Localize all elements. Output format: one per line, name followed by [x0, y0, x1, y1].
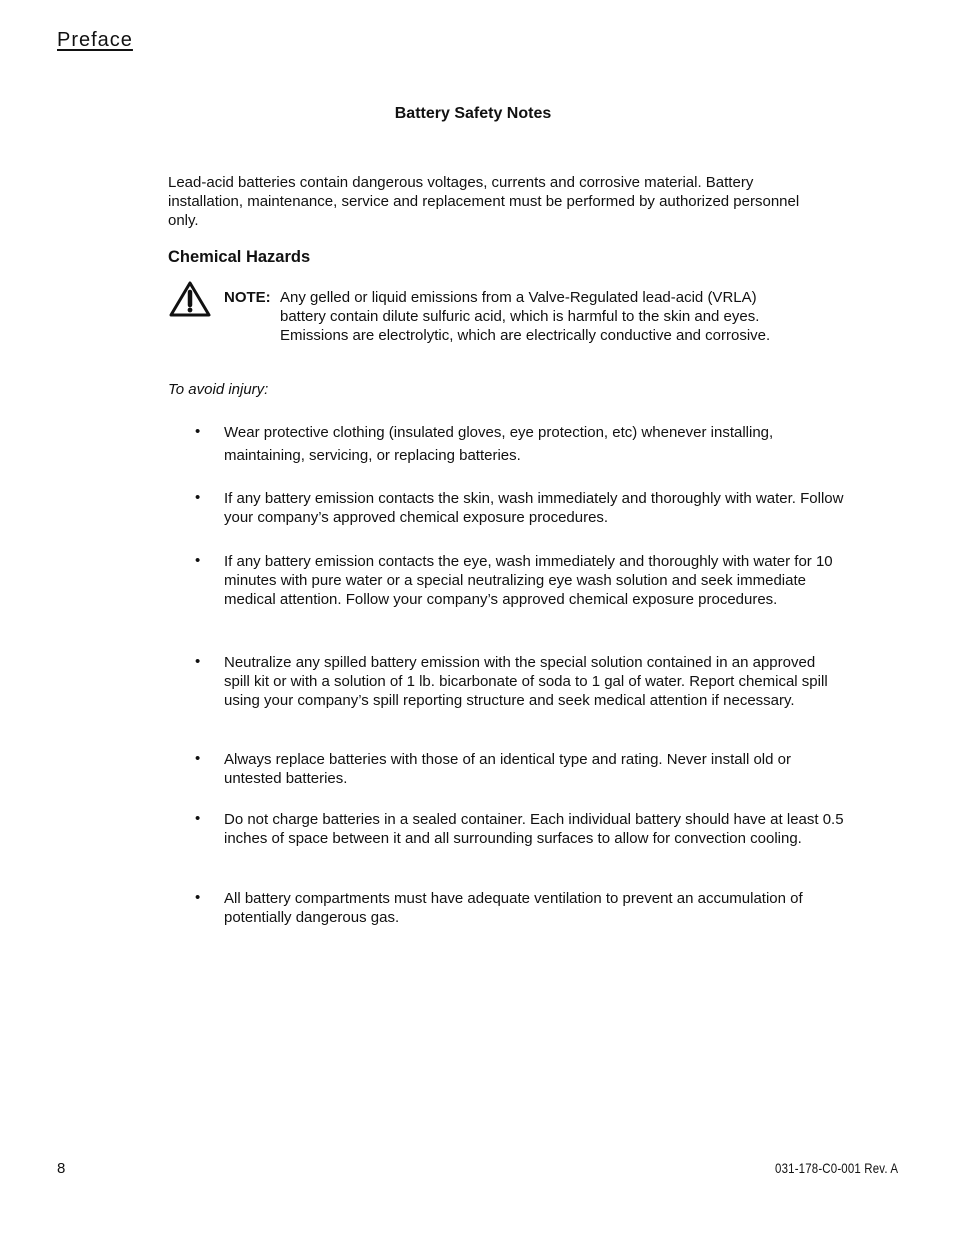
list-item: [195, 653, 844, 710]
list-item: [195, 552, 844, 609]
list-item: [195, 489, 844, 527]
bullet-dot: •: [195, 889, 201, 906]
section-heading: Chemical Hazards: [168, 248, 311, 266]
bullet-dot: •: [195, 489, 201, 506]
list-item: [195, 889, 844, 927]
list-item: [195, 810, 844, 848]
list-item-text: All battery compartments must have adequate ventilation to prevent an accumulation of potentially dangerous gas.: [224, 890, 803, 926]
list-item: [195, 750, 844, 788]
bullet-dot: •: [195, 552, 201, 569]
document-id: 031-178-C0-001 Rev. A: [774, 1160, 898, 1176]
note-label: NOTE:: [224, 289, 271, 306]
warning-triangle-icon: [168, 280, 212, 318]
intro-paragraph: Lead-acid batteries contain dangerous voltages, currents and corrosive material. Battery installation, maintenance, service and replacement must be performed by authorized personnel only.: [168, 174, 800, 229]
list-item-text: Neutralize any spilled battery emission with the special solution contained in an approved spill kit or with a solution of 1 lb. bicarbonate of soda to 1 gal of water. Report chemical spill using your company’s spill reporting structure and seek medical attention if necessary.: [224, 654, 828, 709]
page-title: Battery Safety Notes: [394, 105, 552, 122]
running-head: Preface: [57, 29, 133, 51]
bullet-dot: •: [195, 423, 201, 440]
bullet-dot: •: [195, 810, 201, 827]
note-text: Any gelled or liquid emissions from a Valve-Regulated lead-acid (VRLA) battery contain dilute sulfuric acid, which is harmful to the skin and eyes. Emissions are electrolytic, which are electrically conductive and corrosive.: [280, 289, 771, 344]
list-item-text: Always replace batteries with those of an identical type and rating. Never install old or untested batteries.: [224, 751, 791, 787]
bullet-dot: •: [195, 750, 201, 767]
page-number: 8: [57, 1160, 66, 1177]
avoid-injury-label: To avoid injury:: [168, 381, 269, 398]
bullet-dot: •: [195, 653, 201, 670]
list-item: [195, 421, 844, 467]
list-item-text: Wear protective clothing (insulated gloves, eye protection, etc) whenever installing, maintaining, servicing, or replacing batteries.: [224, 424, 774, 464]
list-item-text: Do not charge batteries in a sealed container. Each individual battery should have at least 0.5 inches of space between it and all surrounding surfaces to allow for convection cooling.: [224, 811, 844, 847]
list-item-text: If any battery emission contacts the skin, wash immediately and thoroughly with water. Follow your company’s approved chemical exposure procedures.: [224, 490, 844, 526]
list-item-text: If any battery emission contacts the eye, wash immediately and thoroughly with water for 10 minutes with pure water or a special neutralizing eye wash solution and seek immediate medical attention. Follow your company’s approved chemical exposure procedures.: [224, 553, 833, 608]
